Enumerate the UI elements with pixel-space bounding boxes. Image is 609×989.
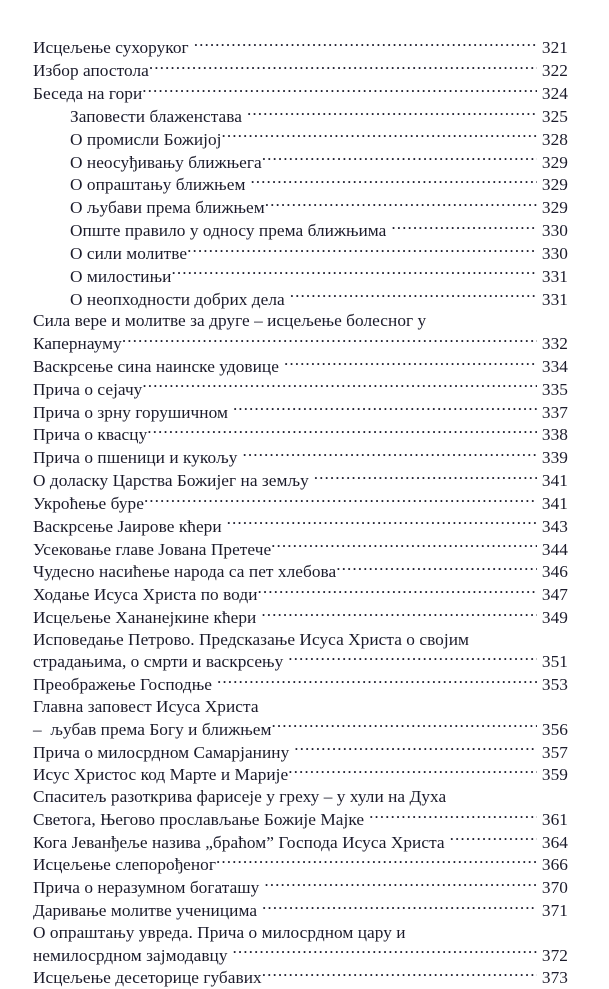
toc-entry-title: Исус Христос код Марте и Марије [33, 765, 289, 785]
dot-leader [262, 899, 537, 916]
toc-entry[interactable] [70, 264, 568, 287]
toc-entry-title: Прича о квасцу [33, 425, 148, 445]
toc-entry-page-number: 341 [541, 493, 568, 513]
dot-leader [250, 173, 537, 190]
toc-entry-page-number: 329 [541, 198, 568, 218]
dot-leader [288, 763, 537, 780]
toc-entry-title: О милостињи [70, 266, 172, 286]
toc-entry[interactable] [33, 673, 568, 696]
toc-entry[interactable] [70, 242, 568, 265]
toc-entry-title-line2: – љубав према Богу и ближњем [33, 719, 272, 739]
toc-entry-page-number: 325 [541, 106, 568, 126]
toc-entry-page-number: 332 [541, 333, 568, 353]
toc-entry-page-number: 330 [541, 243, 568, 263]
toc-entry-page-number: 346 [541, 562, 568, 582]
toc-entry-page-number: 347 [541, 585, 568, 605]
toc-entry-page-number: 370 [541, 878, 568, 898]
toc-entry[interactable] [33, 606, 568, 629]
toc-entry[interactable] [33, 740, 568, 763]
toc-entry-title-line1: Главна заповест Исуса Христа [33, 696, 259, 716]
toc-entry-page-number: 366 [541, 855, 568, 875]
toc-entry-page-number: 349 [541, 608, 568, 628]
toc-entry[interactable] [33, 922, 568, 966]
toc-entry-page-number: 324 [541, 83, 568, 103]
toc-entry[interactable] [33, 853, 568, 876]
toc-entry-title: Опште правило у односу према ближњима [70, 221, 387, 241]
dot-leader [187, 242, 537, 259]
toc-entry[interactable] [33, 629, 568, 673]
toc-entry-page-number: 328 [541, 129, 568, 149]
toc-entry-page-number: 371 [541, 901, 568, 921]
toc-entry[interactable] [70, 173, 568, 196]
toc-entry-title-line1: Спаситељ разоткрива фарисеје у греху – у хули на Духа [33, 786, 447, 806]
toc-entry[interactable] [33, 446, 568, 469]
toc-entry-title-line2-row [33, 332, 568, 355]
toc-entry[interactable] [33, 36, 568, 59]
dot-leader [262, 150, 537, 167]
dot-leader [265, 196, 537, 213]
toc-entry-page-number: 353 [541, 675, 568, 695]
toc-entry-page-number: 335 [541, 379, 568, 399]
toc-entry-title-line2: страдањима, о смрти и васкрсењу [33, 652, 284, 672]
dot-leader [194, 36, 537, 53]
toc-entry[interactable] [33, 423, 568, 446]
toc-entry-title: Чудесно насићење народа са пет хлебова [33, 562, 337, 582]
toc-entry-title: Усековање главе Јована Претече [33, 539, 272, 559]
toc-entry[interactable] [33, 786, 568, 830]
toc-entry-title: О љубави према ближњем [70, 198, 265, 218]
dot-leader [271, 537, 537, 554]
toc-entry-title: Исцељење слепорођеног [33, 855, 216, 875]
dot-leader [391, 219, 537, 236]
toc-entry-title: Избор апостола [33, 61, 149, 81]
dot-leader [288, 650, 537, 667]
toc-entry-title-line2-row [33, 808, 568, 831]
dot-leader [142, 82, 537, 99]
toc-entry-page-number: 331 [541, 266, 568, 286]
toc-entry-title: Укроћење буре [33, 493, 144, 513]
toc-entry-title: Исцељење сухоруког [33, 38, 189, 58]
dot-leader [284, 355, 537, 372]
dot-leader [258, 583, 538, 600]
toc-entry-page-number: 343 [541, 516, 568, 536]
toc-entry-page-number: 322 [541, 61, 568, 81]
toc-entry-title-line2-row [33, 650, 568, 673]
toc-entry[interactable] [33, 560, 568, 583]
toc-entry-title: Прича о неразумном богаташу [33, 878, 260, 898]
toc-entry-page-number: 334 [541, 356, 568, 376]
toc-entry-title-line1: Сила вере и молитве за друге – исцељење болесног у [33, 311, 427, 331]
toc-entry-title: Васкрсење сина наинске удовице [33, 356, 279, 376]
toc-entry-title: Даривање молитве ученицима [33, 901, 258, 921]
toc-entry[interactable] [70, 196, 568, 219]
dot-leader [450, 830, 537, 847]
toc-entry-title: Беседа на гори [33, 83, 143, 103]
dot-leader [122, 332, 537, 349]
toc-entry-page-number: 373 [541, 968, 568, 988]
toc-entry[interactable] [33, 696, 568, 740]
toc-entry-title-line1: Исповедање Петрово. Предсказање Исуса Христа о својим [33, 629, 469, 649]
toc-entry-page-number: 357 [541, 742, 568, 762]
dot-leader [216, 853, 537, 870]
toc-entry[interactable] [70, 105, 568, 128]
dot-leader [147, 423, 537, 440]
toc-entry-page-number: 359 [541, 765, 568, 785]
toc-entry[interactable] [33, 469, 568, 492]
toc-entry-page-number: 337 [541, 402, 568, 422]
toc-entry-title: О доласку Царства Божијег на земљу [33, 471, 309, 491]
toc-entry[interactable] [33, 82, 568, 105]
toc-entry-title: О неосуђивању ближњега [70, 152, 262, 172]
toc-entry-title: Ходање Исуса Христа по води [33, 585, 258, 605]
dot-leader [314, 469, 537, 486]
dot-leader [217, 673, 537, 690]
toc-entry[interactable] [33, 966, 568, 989]
toc-entry-page-number: 338 [541, 425, 568, 445]
toc-entry-title: О промисли Божијој [70, 129, 222, 149]
dot-leader [264, 876, 537, 893]
toc-entry-title: Кога Јеванђеље назива „браћом” Господа Исуса Христа [33, 832, 445, 852]
toc-entry-title: Прича о сејачу [33, 379, 143, 399]
toc-entry-title: Преображење Господње [33, 675, 212, 695]
table-of-contents-list [33, 36, 568, 989]
toc-entry-page-number: 372 [541, 945, 568, 965]
dot-leader [369, 808, 537, 825]
toc-entry-page-number: 364 [541, 832, 568, 852]
toc-entry-title: О сили молитве [70, 243, 188, 263]
toc-entry-title: Исцељење Хананејкине кћери [33, 608, 257, 628]
dot-leader [149, 59, 537, 76]
dot-leader [227, 514, 537, 531]
dot-leader [294, 740, 537, 757]
dot-leader [261, 606, 537, 623]
toc-entry-title: О опраштању ближњем [70, 175, 246, 195]
toc-entry[interactable] [33, 310, 568, 354]
toc-entry-title-line2-row [33, 717, 568, 740]
dot-leader [233, 400, 537, 417]
toc-entry[interactable] [33, 400, 568, 423]
dot-leader [142, 377, 537, 394]
toc-entry[interactable] [33, 355, 568, 378]
dot-leader [262, 966, 537, 983]
toc-entry-title-line2: немилосрдном зајмодавцу [33, 945, 228, 965]
toc-entry-title: Прича о пшеници и кукољу [33, 448, 238, 468]
toc-entry-title-line1: О опраштању увреда. Прича о милосрдном цару и [33, 922, 406, 942]
toc-entry[interactable] [33, 763, 568, 786]
toc-entry-page-number: 329 [541, 175, 568, 195]
toc-entry-page-number: 361 [541, 809, 568, 829]
toc-entry-title-line2: Капернауму [33, 333, 122, 353]
toc-entry-page-number: 329 [541, 152, 568, 172]
toc-entry-title: Васкрсење Јаирове кћери [33, 516, 222, 536]
dot-leader [144, 492, 537, 509]
toc-entry[interactable] [33, 876, 568, 899]
toc-entry[interactable] [70, 287, 568, 310]
dot-leader [247, 105, 537, 122]
toc-entry-page-number: 356 [541, 719, 568, 739]
toc-entry-title-line2-row [33, 943, 568, 966]
toc-entry[interactable] [70, 150, 568, 173]
toc-entry-page-number: 341 [541, 471, 568, 491]
toc-entry-page-number: 351 [541, 652, 568, 672]
dot-leader [171, 264, 537, 281]
dot-leader [233, 943, 537, 960]
dot-leader [242, 446, 537, 463]
toc-entry[interactable] [33, 514, 568, 537]
dot-leader [290, 287, 537, 304]
dot-leader [271, 717, 537, 734]
dot-leader [222, 127, 537, 144]
toc-entry[interactable] [33, 377, 568, 400]
toc-entry-page-number: 321 [541, 38, 568, 58]
toc-entry-title-line2: Светога, Његово прослављање Божије Мајке [33, 809, 365, 829]
toc-entry-page-number: 344 [541, 539, 568, 559]
toc-entry[interactable] [70, 127, 568, 150]
toc-entry-title: О неопходности добрих дела [70, 289, 285, 309]
toc-entry[interactable] [33, 583, 568, 606]
toc-entry[interactable] [70, 219, 568, 242]
toc-entry[interactable] [33, 830, 568, 853]
toc-entry-page-number: 331 [541, 289, 568, 309]
toc-entry[interactable] [33, 899, 568, 922]
toc-entry-title: Заповести блаженстава [70, 106, 242, 126]
toc-entry[interactable] [33, 59, 568, 82]
toc-entry[interactable] [33, 537, 568, 560]
toc-entry-page-number: 339 [541, 448, 568, 468]
toc-entry[interactable] [33, 492, 568, 515]
toc-entry-title: Прича о милосрдном Самарјанину [33, 742, 290, 762]
toc-entry-page-number: 330 [541, 221, 568, 241]
toc-entry-title: Прича о зрну горушичном [33, 402, 228, 422]
toc-entry-title: Исцељење десеторице губавих [33, 968, 262, 988]
dot-leader [336, 560, 537, 577]
